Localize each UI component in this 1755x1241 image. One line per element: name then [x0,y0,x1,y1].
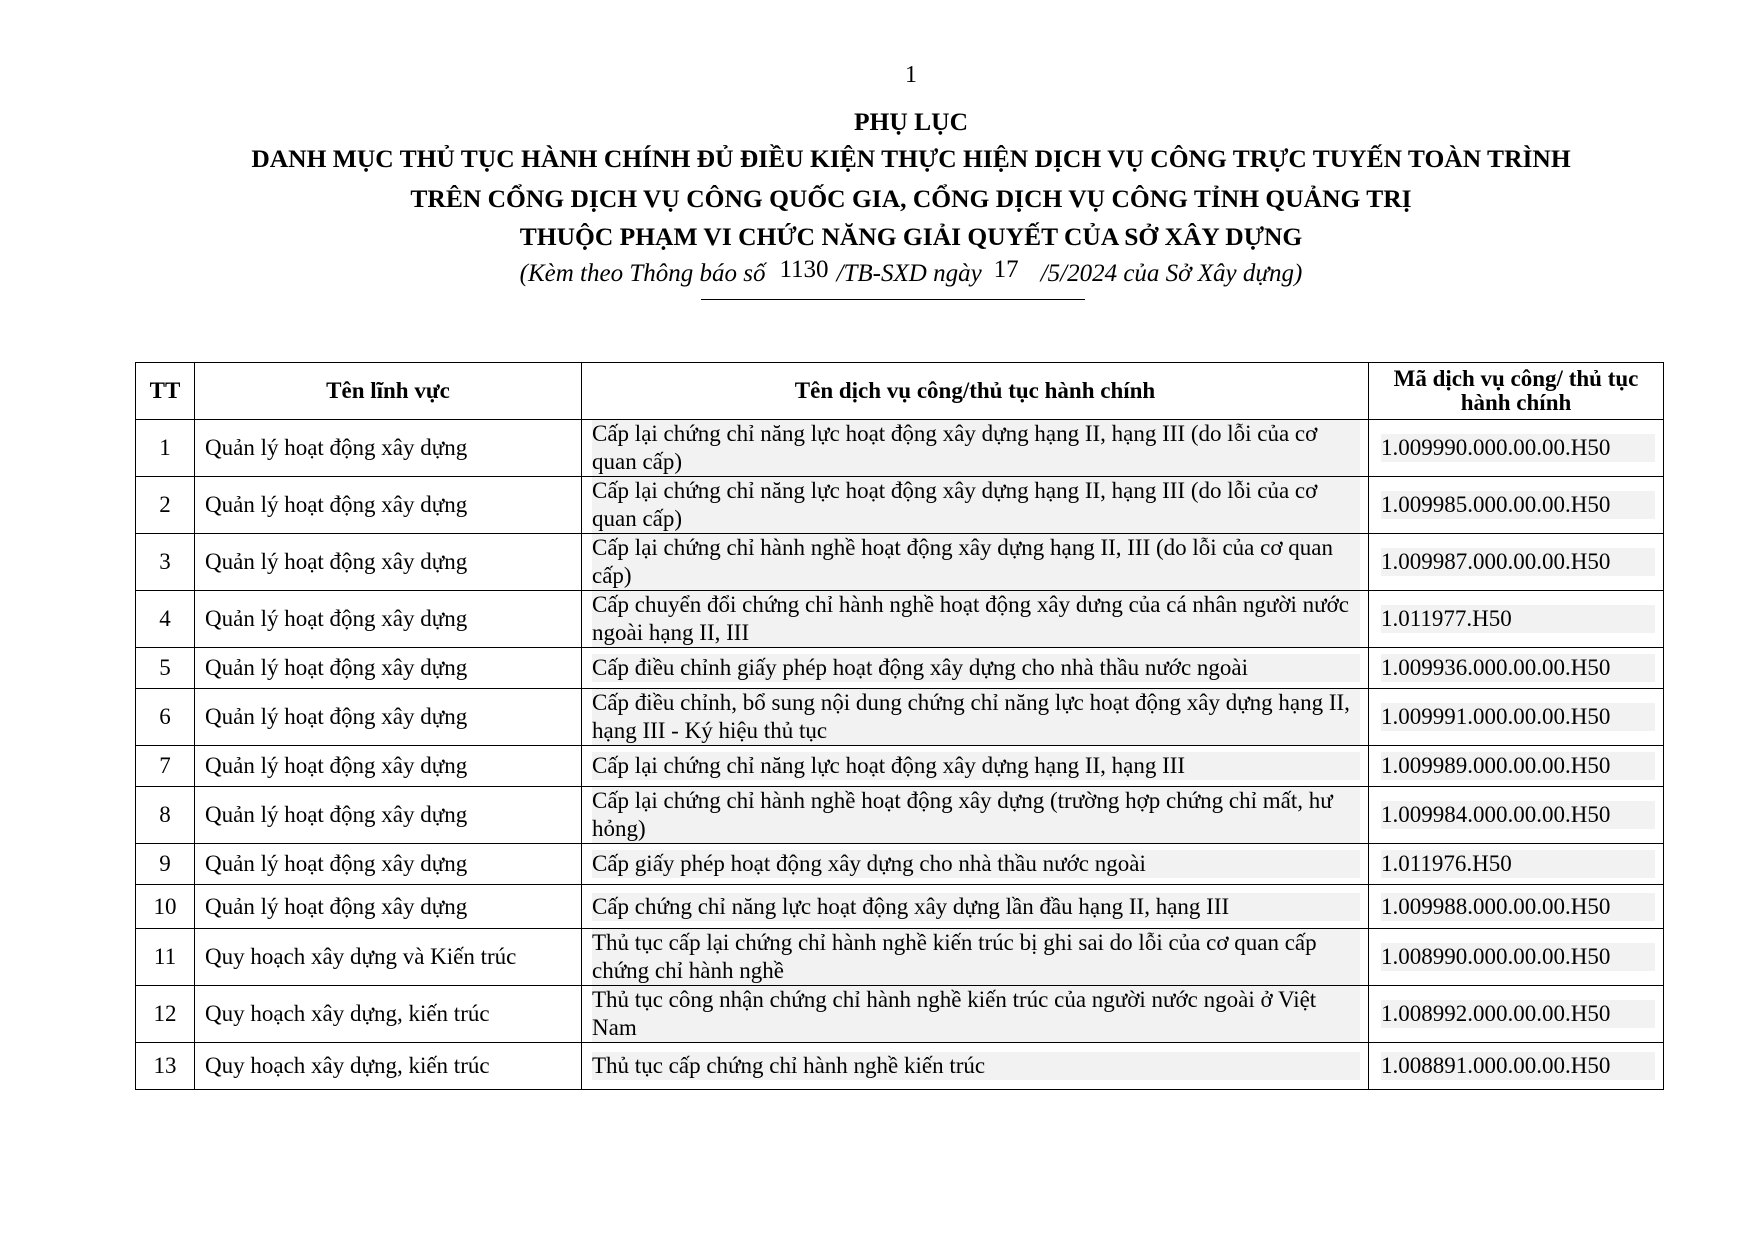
row-field: Quản lý hoạt động xây dựng [205,851,468,876]
row-procedure-code-cell [1369,477,1664,534]
row-procedure-code-cell [1369,420,1664,477]
row-tt-cell [136,929,195,986]
table-row [136,689,1664,746]
row-tt-cell [136,648,195,689]
header-field: Tên lĩnh vực [195,363,582,420]
row-tt-cell [136,844,195,885]
row-tt: 5 [159,655,171,680]
row-procedure-name: Cấp điều chỉnh, bổ sung nội dung chứng chỉ năng lực hoạt động xây dựng hạng II, hạng III - Ký hiệu thủ tục [592,689,1360,745]
row-procedure-code-cell [1369,648,1664,689]
row-tt-cell [136,1043,195,1090]
document-title-line-1: DANH MỤC THỦ TỤC HÀNH CHÍNH ĐỦ ĐIỀU KIỆN THỰC HIỆN DỊCH VỤ CÔNG TRỰC TUYẾN TOÀN TRÌNH [251,144,1571,173]
row-field: Quy hoạch xây dựng và Kiến trúc [205,944,517,969]
row-field: Quản lý hoạt động xây dựng [205,704,468,729]
row-tt-cell [136,477,195,534]
document-title-line-2: TRÊN CỔNG DỊCH VỤ CÔNG QUỐC GIA, CỔNG DỊCH VỤ CÔNG TỈNH QUẢNG TRỊ [410,184,1412,213]
row-procedure-name-cell [582,648,1369,689]
table-row [136,420,1664,477]
attachment-note-suffix: /5/2024 của Sở Xây dựng) [1040,260,1303,287]
row-tt: 4 [159,606,171,631]
header-procedure-code: Mã dịch vụ công/ thủ tục hành chính [1369,363,1664,420]
row-tt-cell [136,746,195,787]
row-procedure-code: 1.009987.000.00.00.H50 [1381,548,1655,576]
row-procedure-code: 1.008990.000.00.00.H50 [1381,943,1655,971]
appendix-heading: PHỤ LỤC [853,107,969,136]
row-tt-cell [136,986,195,1043]
row-field: Quản lý hoạt động xây dựng [205,492,468,517]
row-procedure-name-cell [582,689,1369,746]
row-procedure-name-cell [582,746,1369,787]
row-field-cell [195,746,582,787]
row-field: Quản lý hoạt động xây dựng [205,655,468,680]
header-procedure-name: Tên dịch vụ công/thủ tục hành chính [582,363,1369,420]
row-tt-cell [136,420,195,477]
row-procedure-code-cell [1369,844,1664,885]
document-title-line-3: THUỘC PHẠM VI CHỨC NĂNG GIẢI QUYẾT CỦA SỞ XÂY DỰNG [519,222,1303,251]
table-row [136,591,1664,648]
row-procedure-code: 1.009984.000.00.00.H50 [1381,801,1655,829]
row-procedure-name-cell [582,591,1369,648]
row-field-cell [195,929,582,986]
row-procedure-code: 1.009988.000.00.00.H50 [1381,893,1655,921]
page-number: 1 [905,62,917,88]
row-procedure-name: Cấp chứng chỉ năng lực hoạt động xây dựng lần đầu hạng II, hạng III [592,893,1360,921]
row-field: Quy hoạch xây dựng, kiến trúc [205,1053,490,1078]
row-procedure-name: Thủ tục cấp lại chứng chỉ hành nghề kiến trúc bị ghi sai do lỗi của cơ quan cấp chứng chỉ hành nghề [592,929,1360,985]
table-row [136,534,1664,591]
table-row [136,787,1664,844]
row-procedure-code: 1.011977.H50 [1381,605,1655,633]
row-procedure-name-cell [582,477,1369,534]
row-tt: 1 [159,435,171,460]
row-procedure-name: Cấp lại chứng chỉ năng lực hoạt động xây dựng hạng II, hạng III [592,752,1360,780]
row-procedure-name: Cấp lại chứng chỉ hành nghề hoạt động xây dựng (trường hợp chứng chỉ mất, hư hỏng) [592,787,1360,843]
row-tt-cell [136,689,195,746]
row-procedure-name-cell [582,885,1369,929]
row-tt: 2 [159,492,171,517]
row-procedure-name-cell [582,420,1369,477]
row-field: Quy hoạch xây dựng, kiến trúc [205,1001,490,1026]
row-procedure-code: 1.008992.000.00.00.H50 [1381,1000,1655,1028]
table-row [136,986,1664,1043]
row-procedure-code-cell [1369,534,1664,591]
row-field: Quản lý hoạt động xây dựng [205,606,468,631]
row-tt-cell [136,885,195,929]
row-procedure-name: Thủ tục cấp chứng chỉ hành nghề kiến trúc [592,1052,1360,1080]
row-tt-cell [136,534,195,591]
row-field: Quản lý hoạt động xây dựng [205,893,468,919]
row-procedure-code-cell [1369,591,1664,648]
row-tt: 3 [159,549,171,574]
attachment-note [0,256,1755,288]
row-procedure-name-cell [582,1043,1369,1090]
notice-number: 1130 [779,256,829,283]
row-tt: 10 [153,893,177,919]
row-procedure-code-cell [1369,689,1664,746]
row-procedure-name: Thủ tục công nhận chứng chỉ hành nghề kiến trúc của người nước ngoài ở Việt Nam [592,986,1360,1042]
attachment-note-middle: /TB-SXD ngày [836,260,982,287]
row-procedure-code: 1.009985.000.00.00.H50 [1381,491,1655,519]
row-procedure-name: Cấp giấy phép hoạt động xây dựng cho nhà thầu nước ngoài [592,850,1360,878]
row-tt: 6 [159,704,171,729]
row-procedure-name: Cấp lại chứng chỉ hành nghề hoạt động xây dựng hạng II, III (do lỗi của cơ quan cấp) [592,534,1360,590]
row-procedure-name: Cấp chuyển đổi chứng chỉ hành nghề hoạt động xây dưng của cá nhân người nước ngoài hạng II, III [592,591,1360,647]
row-field-cell [195,591,582,648]
row-procedure-name-cell [582,929,1369,986]
row-procedure-code: 1.009990.000.00.00.H50 [1381,434,1655,462]
row-procedure-name: Cấp lại chứng chỉ năng lực hoạt động xây dựng hạng II, hạng III (do lỗi của cơ quan cấp) [592,477,1360,533]
row-procedure-name-cell [582,844,1369,885]
table-header-row [136,363,1664,420]
table-row [136,477,1664,534]
row-field-cell [195,1043,582,1090]
table-row [136,746,1664,787]
row-procedure-name: Cấp lại chứng chỉ năng lực hoạt động xây dựng hạng II, hạng III (do lỗi của cơ quan cấp) [592,420,1360,476]
row-procedure-name: Cấp điều chỉnh giấy phép hoạt động xây dựng cho nhà thầu nước ngoài [592,654,1360,682]
row-procedure-name-cell [582,787,1369,844]
procedures-table [135,362,1664,1090]
row-procedure-code-cell [1369,787,1664,844]
attachment-note-underline [701,299,1085,300]
row-procedure-code-cell [1369,885,1664,929]
row-procedure-code-cell [1369,1043,1664,1090]
row-tt-cell [136,787,195,844]
row-procedure-code: 1.008891.000.00.00.H50 [1381,1052,1655,1080]
row-procedure-code-cell [1369,986,1664,1043]
row-procedure-code: 1.011976.H50 [1381,850,1655,878]
row-field: Quản lý hoạt động xây dựng [205,802,468,827]
table-row [136,648,1664,689]
row-tt: 9 [159,851,171,876]
header-tt: TT [136,363,195,420]
row-procedure-code-cell [1369,746,1664,787]
row-field-cell [195,787,582,844]
row-field-cell [195,534,582,591]
row-field-cell [195,885,582,929]
table-row [136,885,1664,929]
table-row [136,929,1664,986]
row-procedure-code: 1.009936.000.00.00.H50 [1381,654,1655,682]
row-field-cell [195,477,582,534]
row-tt: 7 [159,753,171,778]
row-procedure-name-cell [582,534,1369,591]
row-field-cell [195,689,582,746]
row-tt: 13 [153,1053,177,1078]
row-procedure-code: 1.009991.000.00.00.H50 [1381,703,1655,731]
notice-day: 17 [993,256,1019,283]
row-procedure-code-cell [1369,929,1664,986]
row-tt: 12 [153,1001,177,1026]
attachment-note-prefix: (Kèm theo Thông báo số [519,260,766,287]
row-procedure-code: 1.009989.000.00.00.H50 [1381,752,1655,780]
table-row [136,844,1664,885]
row-tt: 8 [159,802,171,827]
row-tt-cell [136,591,195,648]
row-tt: 11 [153,944,177,969]
row-field: Quản lý hoạt động xây dựng [205,753,468,778]
row-field-cell [195,986,582,1043]
table-row [136,1043,1664,1090]
row-procedure-name-cell [582,986,1369,1043]
row-field: Quản lý hoạt động xây dựng [205,549,468,574]
row-field-cell [195,420,582,477]
row-field: Quản lý hoạt động xây dựng [205,435,468,460]
row-field-cell [195,648,582,689]
row-field-cell [195,844,582,885]
